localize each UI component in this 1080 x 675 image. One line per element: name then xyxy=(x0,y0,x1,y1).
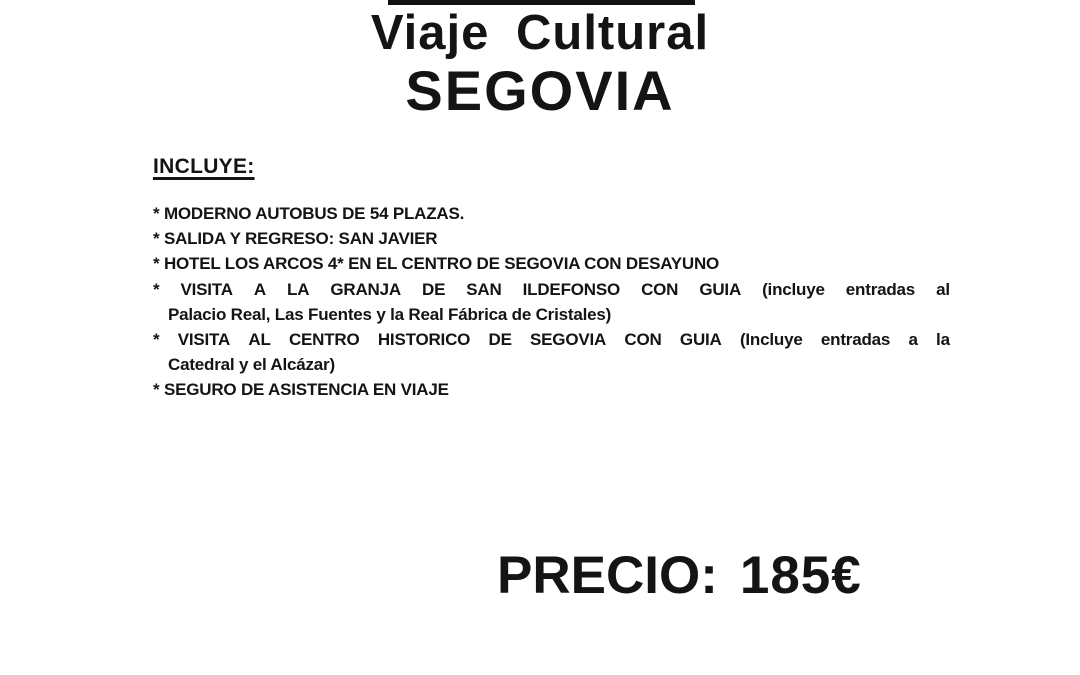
list-item: * VISITA AL CENTRO HISTORICO DE SEGOVIA CON GUIA (Incluye entradas a la xyxy=(153,329,950,349)
list-item: * MODERNO AUTOBUS DE 54 PLAZAS. xyxy=(153,204,465,223)
includes-section xyxy=(153,155,950,403)
list-item-continuation: Palacio Real, Las Fuentes y la Real Fábrica de Cristales) xyxy=(168,304,612,324)
price-label: PRECIO: xyxy=(497,546,718,605)
list-item: * HOTEL LOS ARCOS 4* EN EL CENTRO DE SEGOVIA CON DESAYUNO xyxy=(153,254,720,274)
header xyxy=(0,4,1080,120)
page-title: Viaje Cultural xyxy=(370,6,710,60)
list-item-continuation: Catedral y el Alcázar) xyxy=(168,355,335,375)
price-value: 185€ xyxy=(739,546,862,605)
list-item: * VISITA A LA GRANJA DE SAN ILDEFONSO CON GUIA (incluye entradas al xyxy=(153,279,950,299)
list-item: * SEGURO DE ASISTENCIA EN VIAJE xyxy=(153,380,449,400)
page-subtitle: SEGOVIA xyxy=(405,59,675,122)
includes-list xyxy=(153,201,950,403)
includes-heading: INCLUYE: xyxy=(153,155,255,178)
list-item: * SALIDA Y REGRESO: SAN JAVIER xyxy=(153,229,438,249)
price-line xyxy=(497,546,862,606)
